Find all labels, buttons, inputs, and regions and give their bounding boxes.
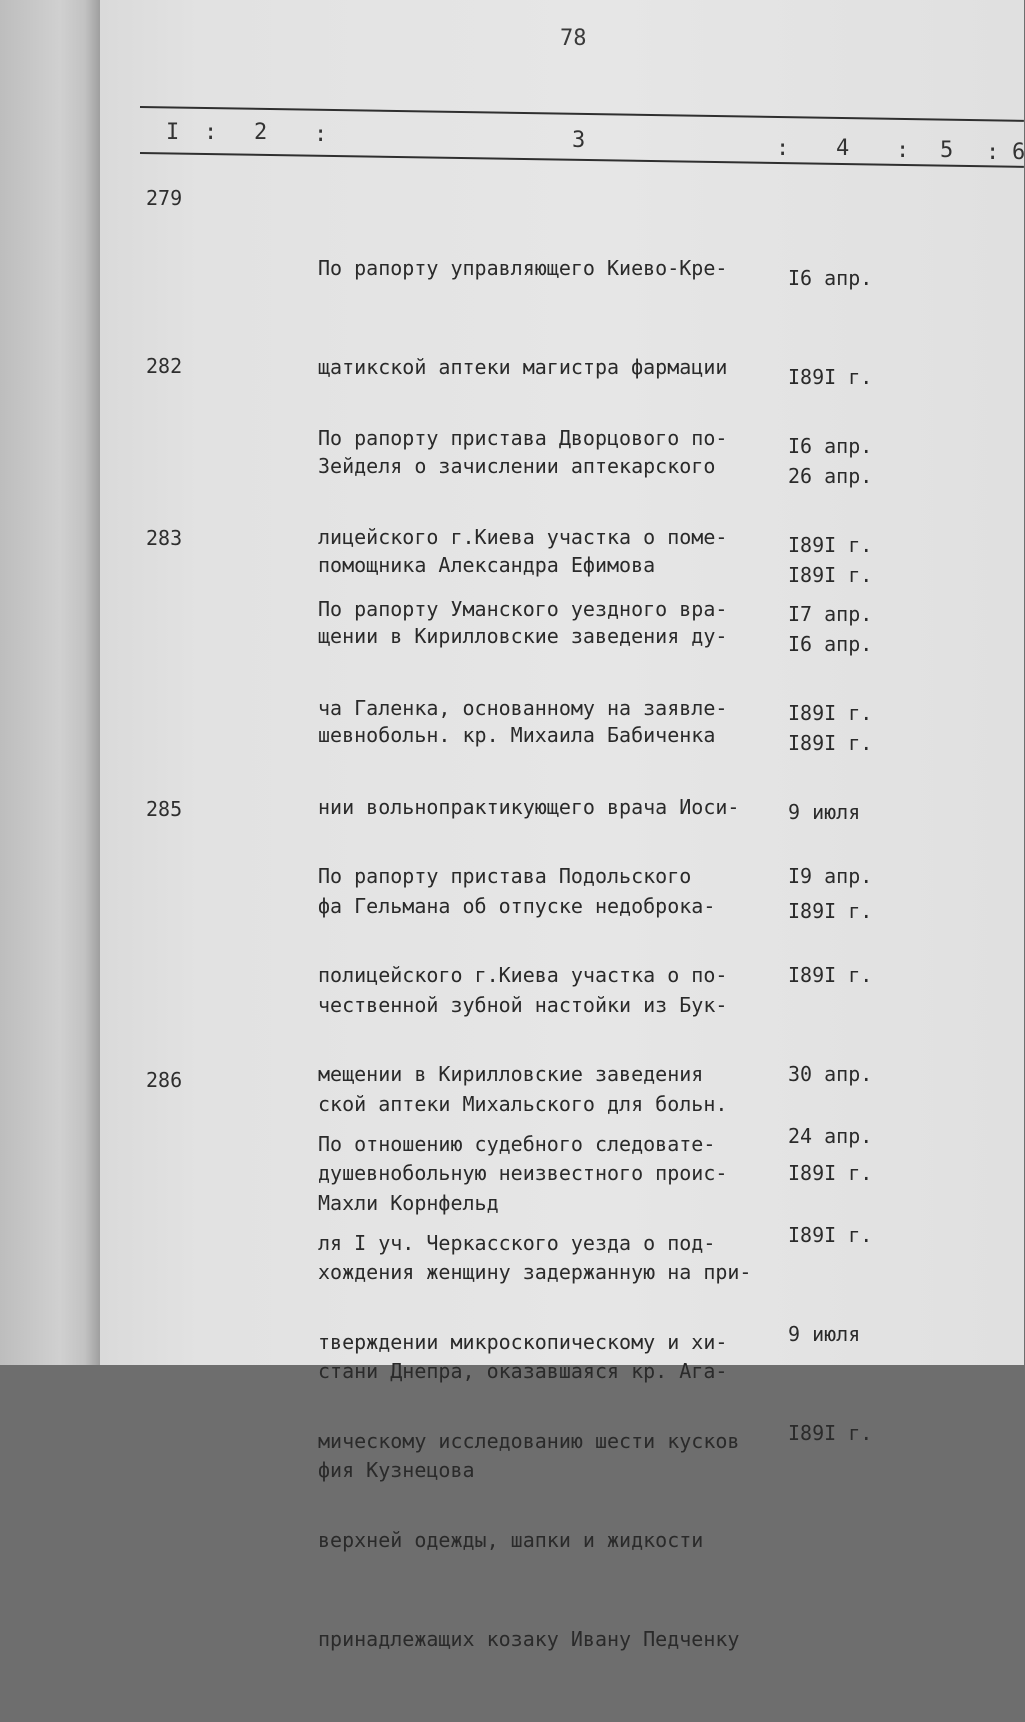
entry-dates	[788, 1054, 872, 1516]
entry-line: принадлежащих козаку Ивану Педченку	[318, 1627, 740, 1651]
entry-number: 279	[146, 186, 183, 210]
entry-date: 30 апр.	[788, 1062, 873, 1086]
column-header-1: I	[166, 120, 180, 145]
entry-date: I89I г.	[788, 1421, 873, 1445]
entry-line: мещении в Кирилловские заведения	[318, 1062, 704, 1086]
entry-line: По рапорту пристава Дворцового по-	[318, 426, 728, 450]
entry-line: стани Днепра, оказавшаяся кр. Ага-	[318, 1359, 728, 1383]
entry-date: 26 апр.	[788, 464, 873, 488]
entry-line: шевнобольн. кр. Михаила Бабиченка	[318, 723, 716, 747]
entry-date: I6 апр.	[788, 434, 873, 458]
entry-date: I89I г.	[788, 963, 873, 987]
entry-line: фа Гельмана об отпуске недоброка-	[318, 894, 716, 918]
entry-line: По отношению судебного следовате-	[318, 1132, 716, 1156]
entry-line: лицейского г.Киева участка о поме-	[318, 525, 728, 549]
entry-description	[318, 1062, 788, 1722]
entry-date: I89I г.	[788, 899, 873, 923]
header-rule-top	[140, 106, 1024, 122]
entry-line: щатикской аптеки магистра фармации	[318, 355, 728, 379]
entry-line: тверждении микроскопическому и хи-	[318, 1330, 728, 1354]
entry-line: Махли Корнфельд	[318, 1191, 499, 1215]
entry-date: 9 июля	[788, 1322, 861, 1346]
entry-line: ча Галенка, основанному на заявле-	[318, 696, 728, 720]
entry-line: хождения женщину задержанную на при-	[318, 1260, 752, 1284]
entry-date: I6 апр.	[788, 266, 873, 290]
column-header-3: 3	[572, 128, 586, 153]
entry-line: полицейского г.Киева участка о по-	[318, 963, 728, 987]
column-separator: :	[204, 120, 218, 145]
entry-line: Зейделя о зачислении аптекарского	[318, 454, 716, 478]
column-header-6: 6	[1012, 140, 1025, 165]
column-header-5: 5	[940, 138, 954, 163]
entry-line: По рапорту Уманского уездного вра-	[318, 597, 728, 621]
entry-number: 286	[146, 1068, 183, 1092]
entry-date: I89I г.	[788, 701, 873, 725]
entry-line: фия Кузнецова	[318, 1458, 475, 1482]
entry-line: По рапорту управляющего Киево-Кре-	[318, 256, 728, 280]
entry-line: душевнобольную неизвестного проис-	[318, 1161, 728, 1185]
column-separator: :	[776, 136, 790, 161]
entry-number: 282	[146, 354, 183, 378]
book-binding	[0, 0, 100, 1365]
entry-date: I89I г.	[788, 731, 873, 755]
page-number: 78	[560, 26, 587, 51]
entry-line: верхней одежды, шапки и жидкости	[318, 1528, 704, 1552]
entry-number: 283	[146, 526, 183, 550]
entry-line: щении в Кирилловские заведения ду-	[318, 624, 728, 648]
entry-date: I89I г.	[788, 563, 873, 587]
entry-date: I6 апр.	[788, 632, 873, 656]
entry-line: нии вольнопрактикующего врача Иоси-	[318, 795, 740, 819]
entry-date: 24 апр.	[788, 1124, 873, 1148]
column-header-4: 4	[836, 136, 850, 161]
entry-line: помощника Александра Ефимова	[318, 553, 656, 577]
header-rule-bottom	[140, 152, 1024, 168]
entry-date: I89I г.	[788, 533, 873, 557]
entry-line: мическому исследованию шести кусков	[318, 1429, 740, 1453]
column-header-2: 2	[254, 120, 268, 145]
entry-date: 9 июля	[788, 800, 861, 824]
entry-line: По рапорту пристава Подольского	[318, 864, 692, 888]
entry-date: I7 апр.	[788, 602, 873, 626]
entry-line: ля I уч. Черкасского уезда о под-	[318, 1231, 716, 1255]
column-separator: :	[896, 138, 910, 163]
column-separator: :	[314, 122, 328, 147]
entry-line: чественной зубной настойки из Бук-	[318, 993, 728, 1017]
entry-number: 285	[146, 797, 183, 821]
entry-date: I89I г.	[788, 1223, 873, 1247]
entry-date: I89I г.	[788, 365, 873, 389]
entry-date: I89I г.	[788, 1161, 873, 1185]
entry-date: I9 апр.	[788, 864, 873, 888]
column-separator: :	[986, 140, 1000, 165]
entry-line: ской аптеки Михальского для больн.	[318, 1092, 728, 1116]
